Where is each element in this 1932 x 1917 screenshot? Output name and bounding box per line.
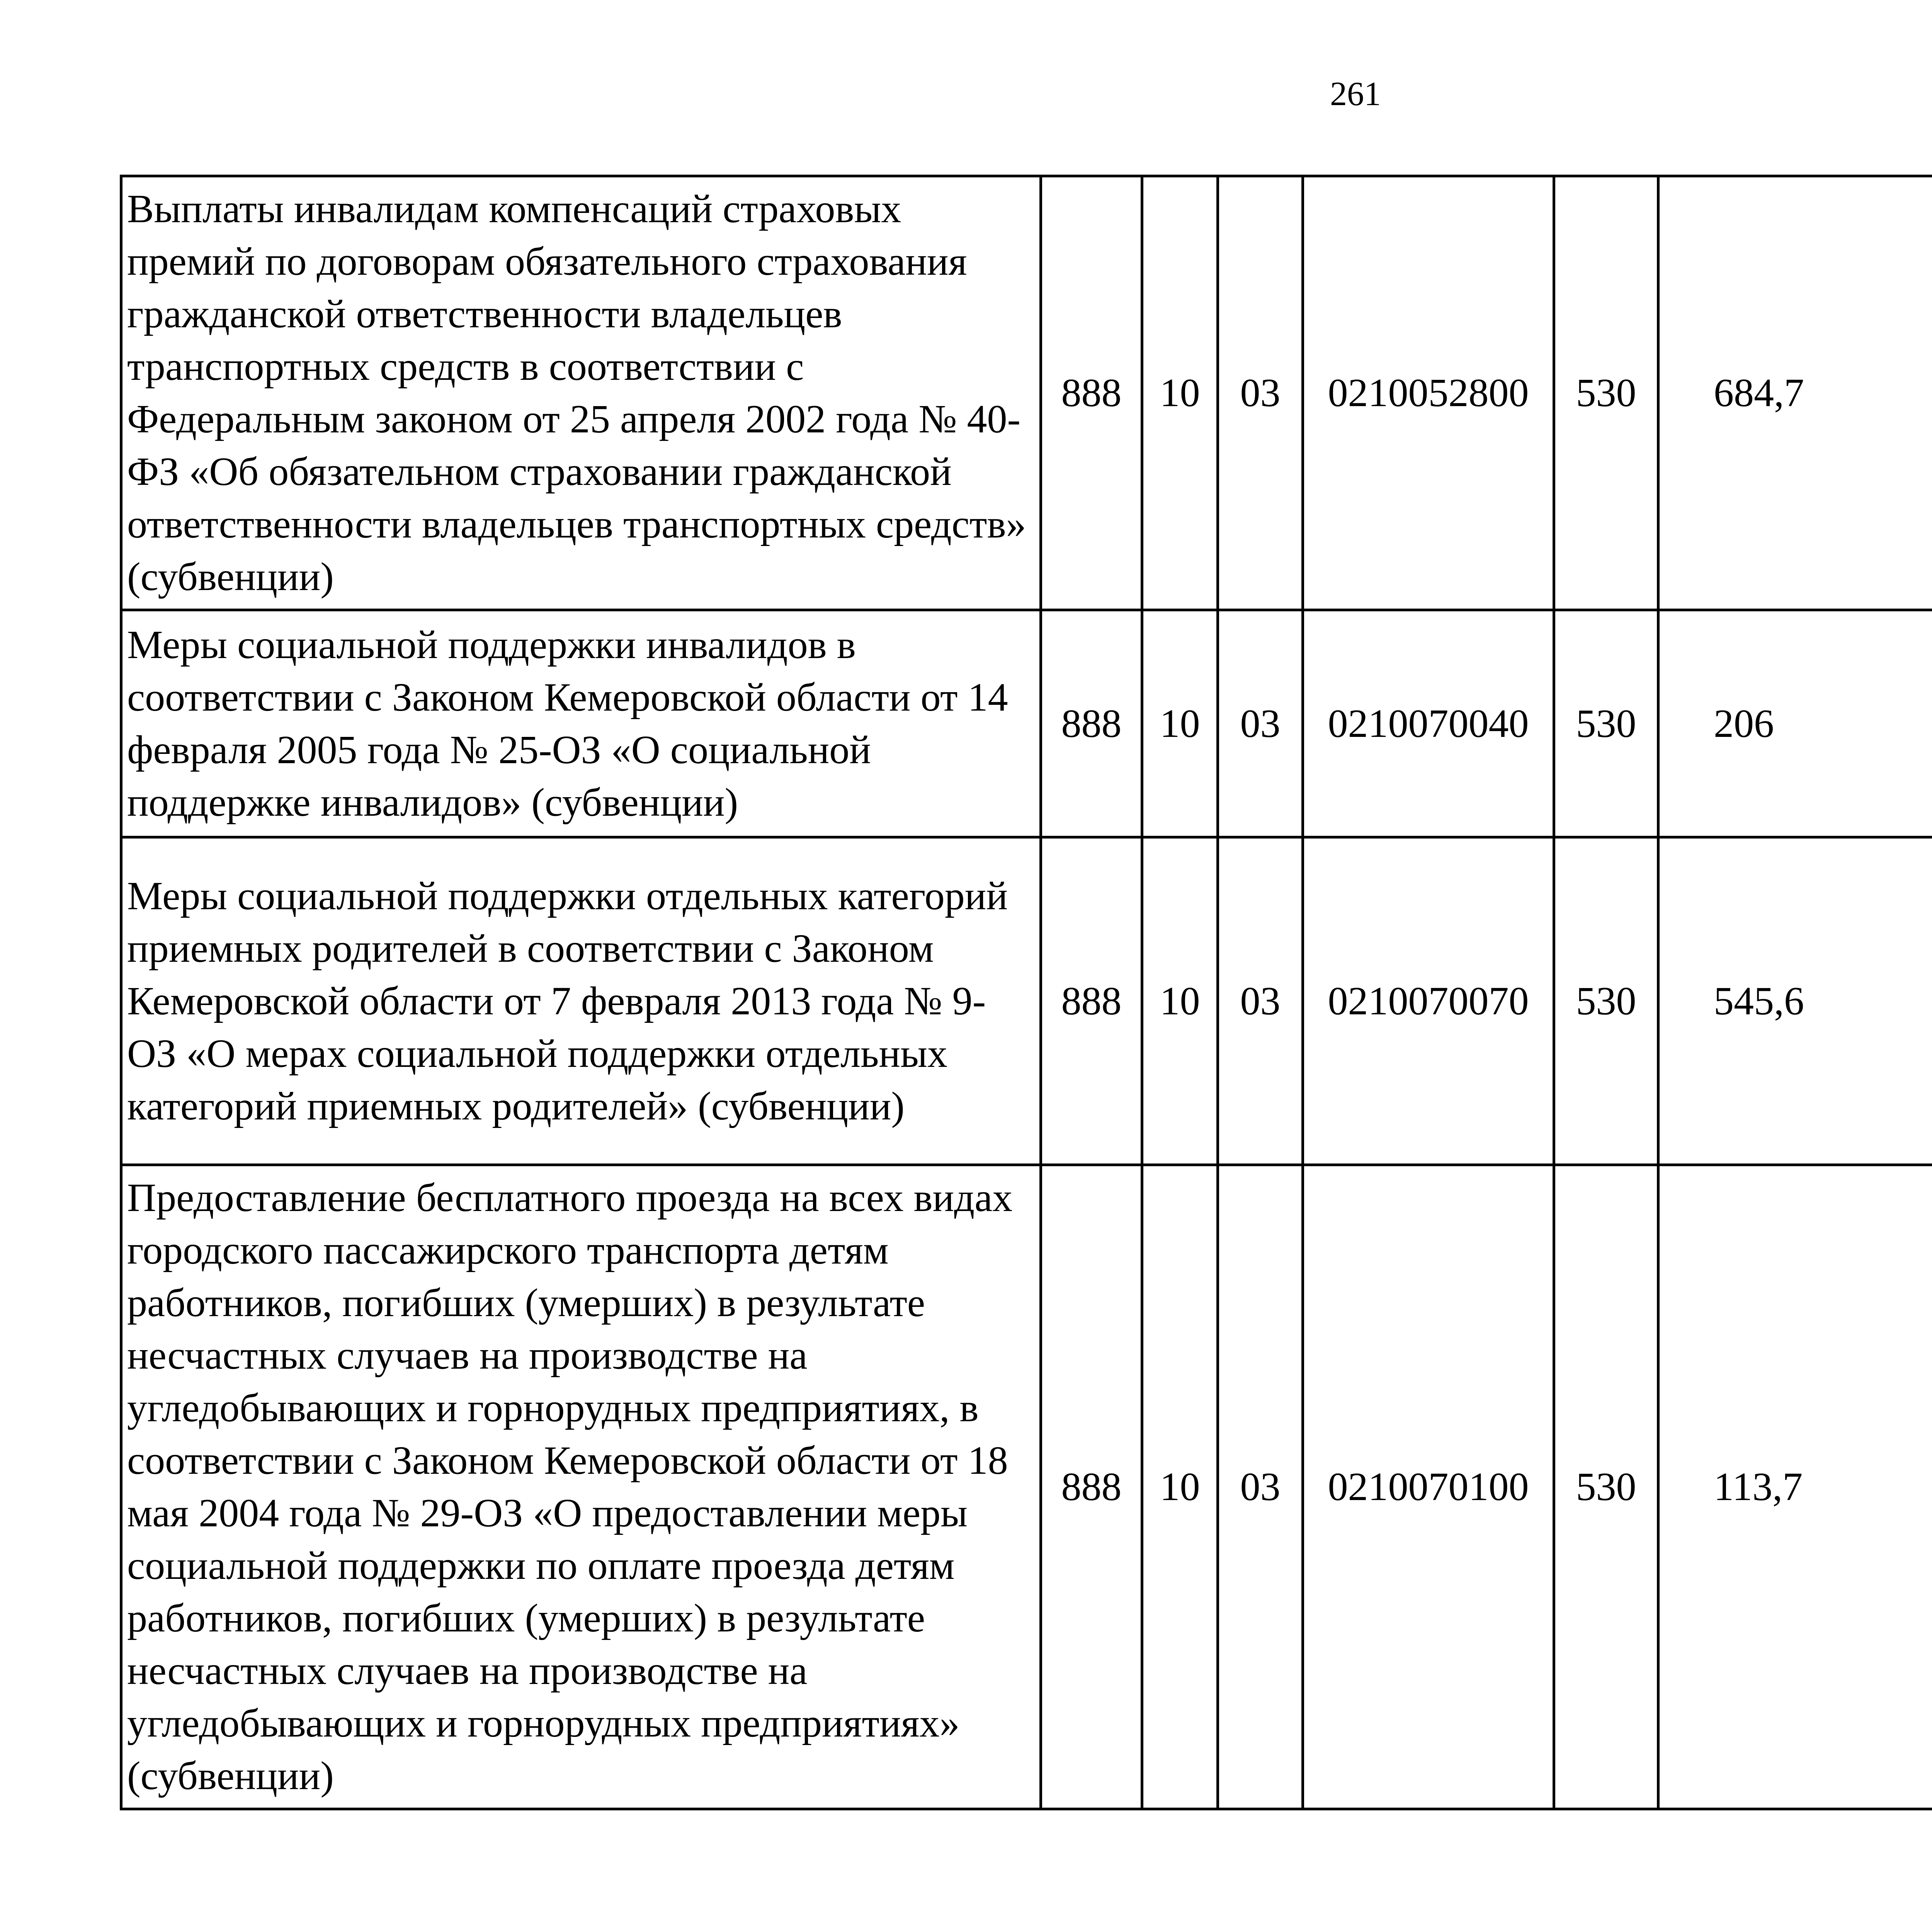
subsection-code: 03 — [1218, 176, 1303, 610]
target-article-code: 0210052800 — [1303, 176, 1554, 610]
section-code: 10 — [1142, 610, 1218, 837]
subsection-code: 03 — [1218, 837, 1303, 1165]
amount-year-1: 684,7 — [1658, 176, 1932, 610]
target-article-code: 0210070040 — [1303, 610, 1554, 837]
expense-type-code: 530 — [1554, 1165, 1658, 1809]
amount-year-1: 545,6 — [1658, 837, 1932, 1165]
expense-type-code: 530 — [1554, 837, 1658, 1165]
amount-year-1: 206 — [1658, 610, 1932, 837]
expense-type-code: 530 — [1554, 176, 1658, 610]
table-row — [121, 837, 1932, 1165]
section-code: 10 — [1142, 837, 1218, 1165]
row-description: Меры социальной поддержки отдельных категорий приемных родителей в соответствии с Законом Кемеровской области от 7 февраля 2013 года № 9-ОЗ «О мерах социальной поддержки отдельных категорий приемных родителей» (субвенции) — [121, 837, 1041, 1165]
target-article-code: 0210070100 — [1303, 1165, 1554, 1809]
target-article-code: 0210070070 — [1303, 837, 1554, 1165]
budget-table — [120, 175, 1932, 1810]
table-row — [121, 176, 1932, 610]
expense-type-code: 530 — [1554, 610, 1658, 837]
subsection-code: 03 — [1218, 1165, 1303, 1809]
ministry-code: 888 — [1041, 1165, 1142, 1809]
ministry-code: 888 — [1041, 176, 1142, 610]
amount-year-1: 113,7 — [1658, 1165, 1932, 1809]
table-row — [121, 1165, 1932, 1809]
ministry-code: 888 — [1041, 610, 1142, 837]
section-code: 10 — [1142, 176, 1218, 610]
row-description: Выплаты инвалидам компенсаций страховых премий по договорам обязательного страхования гражданской ответственности владельцев транспортных средств в соответствии с Федеральным законом от 25 апреля 2002 года № 40-ФЗ «Об обязательном страховании гражданской ответственности владельцев транспортных средств» (субвенции) — [121, 176, 1041, 610]
row-description: Меры социальной поддержки инвалидов в соответствии с Законом Кемеровской области от 14 февраля 2005 года № 25-ОЗ «О социальной поддержке инвалидов» (субвенции) — [121, 610, 1041, 837]
subsection-code: 03 — [1218, 610, 1303, 837]
ministry-code: 888 — [1041, 837, 1142, 1165]
page-number: 261 — [1330, 75, 1381, 113]
table-row — [121, 610, 1932, 837]
row-description: Предоставление бесплатного проезда на всех видах городского пассажирского транспорта детям работников, погибших (умерших) в результате несчастных случаев на производстве на угледобывающих и горнорудных предприятиях, в соответствии с Законом Кемеровской области от 18 мая 2004 года № 29-ОЗ «О предоставлении меры социальной поддержки по оплате проезда детям работников, погибших (умерших) в результате несчастных случаев на производстве на угледобывающих и горнорудных предприятиях» (субвенции) — [121, 1165, 1041, 1809]
section-code: 10 — [1142, 1165, 1218, 1809]
